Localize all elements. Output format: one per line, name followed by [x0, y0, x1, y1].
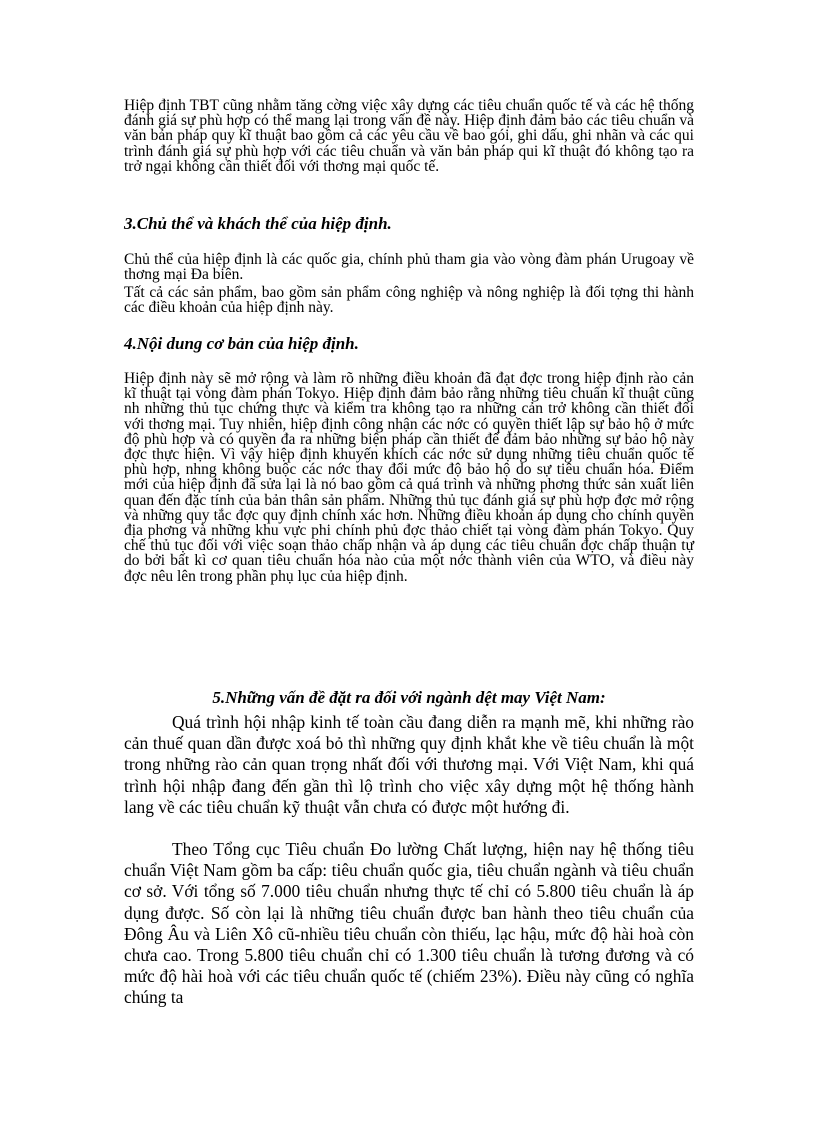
- section-5-paragraph-2: Theo Tổng cục Tiêu chuẩn Đo lường Chất lượng, hiện nay hệ thống tiêu chuẩn Việt Nam gồm ba cấp: tiêu chuẩn quốc gia, tiêu chuẩn ngành và tiêu chuẩn cơ sở. Với tổng số 7.000 tiêu chuẩn nhưng thực tế chỉ có 5.800 tiêu chuẩn là áp dụng được. Số còn lại là những tiêu chuẩn được ban hành theo tiêu chuẩn của Đông Âu và Liên Xô cũ-nhiều tiêu chuẩn còn thiếu, lạc hậu, mức độ hài hoà còn chưa cao. Trong 5.800 tiêu chuẩn chỉ có 1.300 tiêu chuẩn là tương đương và có mức độ hài hoà với các tiêu chuẩn quốc tế (chiếm 23%). Điều này cũng có nghĩa chúng ta: [124, 839, 694, 1008]
- section-3-paragraph-2: Tất cả các sản phẩm, bao gồm sản phẩm công nghiệp và nông nghiệp là đối tợng thi hành các điều khoản của hiệp định này.: [124, 284, 694, 317]
- section-3-paragraph-1: Chủ thể của hiệp định là các quốc gia, chính phủ tham gia vào vòng đàm phán Urugoay về thơng mại Đa biên.: [124, 251, 694, 284]
- section-5-paragraph-1: Quá trình hội nhập kinh tế toàn cầu đang diễn ra mạnh mẽ, khi những rào cản thuế quan dần được xoá bỏ thì những quy định khắt khe về tiêu chuẩn là một trong những rào cản quan trọng nhất đối với thương mại. Với Việt Nam, khi quá trình hội nhập đang đến gần thì lộ trình cho việc xây dựng một hệ thống hành lang về các tiêu chuẩn kỹ thuật vẫn chưa có được một hướng đi.: [124, 712, 694, 817]
- section-4-heading: 4.Nội dung cơ bản của hiệp định.: [124, 334, 359, 353]
- section-5-heading: 5.Những vấn đề đặt ra đối với ngành dệt may Việt Nam:: [212, 688, 606, 707]
- intro-paragraph: Hiệp định TBT cũng nhằm tăng cờng việc xây dựng các tiêu chuẩn quốc tế và các hệ thống đánh giá sự phù hợp có thể mang lại trong vấn đề này. Hiệp định đảm bảo các tiêu chuẩn và văn bản pháp quy kĩ thuật bao gồm cả các yêu cầu về bao gói, ghi dấu, ghi nhãn và các qui trình đánh giá sự phù hợp với các tiêu chuẩn và văn bản pháp qui kĩ thuật đó không tạo ra trở ngại không cần thiết đối với thơng mại quốc tế.: [124, 97, 694, 175]
- section-4-paragraph: Hiệp định này sẽ mở rộng và làm rõ những điều khoản đã đạt đợc trong hiệp định rào cản kĩ thuật tại vòng đàm phán Tokyo. Hiệp định đảm bảo rằng những tiêu chuẩn kĩ thuật cũng nh những thủ tục chứng thực và kiểm tra không tạo ra những cản trở không cần thiết đối với thơng mại. Tuy nhiên, hiệp định công nhận các nớc có quyền thiết lập sự bảo hộ ở mức độ phù hợp và có quyền đa ra những biện pháp cần thiết để đảm bảo những sự bảo hộ này đợc thực hiện. Vì vậy hiệp định khuyến khích các nớc sử dụng những tiêu chuẩn quốc tế phù hợp, nhng không buộc các nớc thay đổi mức độ bảo hộ do sự tiêu chuẩn hóa. Điểm mới của hiệp định đã sửa lại là nó bao gồm cả quá trình và những phơng thức sản xuất liên quan đến đặc tính của bản thân sản phẩm. Những thủ tục đánh giá sự phù hợp đợc mở rộng và những quy tắc đợc quy định chính xác hơn. Những điều khoản áp dụng cho chính quyền địa phơng và những khu vực phi chính phủ đợc thảo chiết tại vòng đàm phán Tokyo. Quy chế thủ tục đối với việc soạn thảo chấp nhận và áp dụng các tiêu chuẩn đợc chấp thuận tự do bởi bất kì cơ quan tiêu chuẩn hóa nào của một nớc thành viên của WTO, và điều này đợc nêu lên trong phần phụ lục của hiệp định.: [124, 370, 694, 585]
- section-3-heading: 3.Chủ thể và khách thể của hiệp định.: [124, 214, 392, 233]
